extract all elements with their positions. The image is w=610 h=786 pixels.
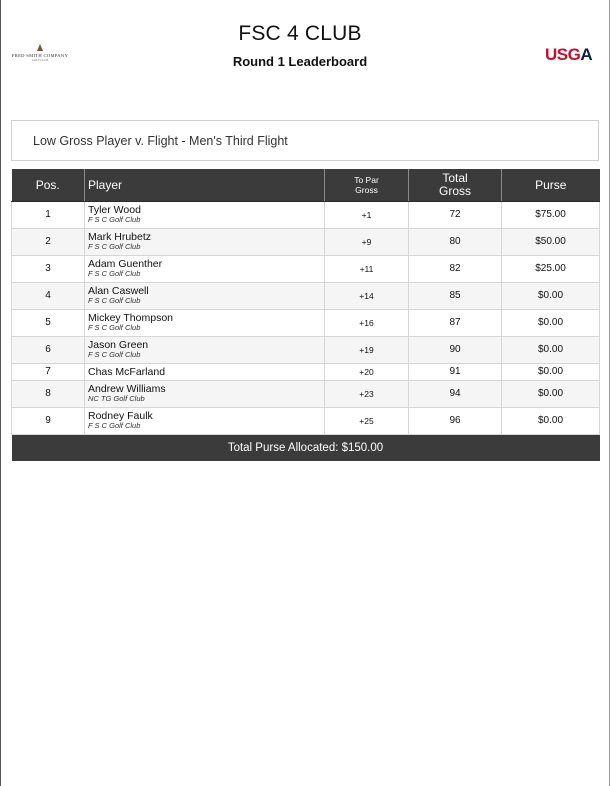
purse-cell: $25.00 [502,255,600,282]
to-par-line1: To Par [354,174,379,185]
total-line1: Total [442,170,468,185]
player-name: Mickey Thompson [88,311,174,324]
page-header [0,0,610,100]
flight-title: Low Gross Player v. Flight - Men's Third Flight [33,134,288,148]
column-header-pos: Pos. [12,169,85,201]
total-gross-cell: 82 [409,255,502,282]
flight-title-box [11,120,599,161]
total-purse: Total Purse Allocated: $150.00 [12,434,600,461]
total-gross-cell: 80 [409,228,502,255]
position-cell: 7 [12,363,85,380]
player-cell [85,282,325,309]
total-line2: Gross [438,183,471,198]
to-par-cell: +20 [325,363,409,380]
total-gross-cell: 94 [409,380,502,407]
player-cell [85,380,325,407]
round-subtitle: Round 1 Leaderboard [232,54,368,69]
purse-cell: $0.00 [502,380,600,407]
column-header-player: Player [85,169,325,201]
table-row [12,309,600,336]
player-name: Rodney Faulk [88,409,153,422]
club-logo-subtext: GOLF CLUB [31,58,49,62]
player-name: Alan Caswell [88,284,149,297]
purse-cell: $0.00 [502,407,600,434]
table-row [12,363,600,380]
player-club: F S C Golf Club [88,322,141,332]
table-footer-row [12,434,600,461]
column-header-total [409,169,502,201]
purse-cell: $50.00 [502,228,600,255]
player-club: F S C Golf Club [88,349,141,359]
player-club: F S C Golf Club [88,268,141,278]
player-cell [85,407,325,434]
total-gross-cell: 96 [409,407,502,434]
player-club: NC TG Golf Club [88,393,145,403]
player-cell [85,309,325,336]
player-cell [85,363,325,380]
player-name: Andrew Williams [88,382,166,395]
column-header-to-par [325,169,409,201]
player-cell [85,255,325,282]
player-club: F S C Golf Club [88,295,141,305]
total-gross-cell: 72 [409,201,502,228]
player-club: F S C Golf Club [88,214,141,224]
purse-cell: $75.00 [502,201,600,228]
purse-cell: $0.00 [502,309,600,336]
player-cell [85,201,325,228]
column-header-purse: Purse [502,169,600,201]
table-row [12,228,600,255]
table-row [12,336,600,363]
table-row [12,255,600,282]
to-par-cell: +1 [325,201,409,228]
table-row [12,201,600,228]
player-name: Jason Green [88,338,149,351]
purse-cell: $0.00 [502,336,600,363]
usga-logo: USGA [545,45,593,64]
player-club: F S C Golf Club [88,241,141,251]
position-cell: 8 [12,380,85,407]
player-name: Tyler Wood [88,203,141,216]
player-name: Chas McFarland [88,365,166,378]
table-row [12,282,600,309]
to-par-cell: +14 [325,282,409,309]
purse-cell: $0.00 [502,363,600,380]
player-name: Mark Hrubetz [88,230,152,243]
to-par-line2: Gross [355,184,378,195]
total-gross-cell: 87 [409,309,502,336]
purse-cell: $0.00 [502,282,600,309]
page-title: FSC 4 CLUB [238,22,362,45]
to-par-cell: +19 [325,336,409,363]
to-par-cell: +16 [325,309,409,336]
to-par-cell: +11 [325,255,409,282]
total-gross-cell: 90 [409,336,502,363]
position-cell: 6 [12,336,85,363]
table-header-row [12,169,600,201]
position-cell: 2 [12,228,85,255]
club-logo-text: FRED SMITH COMPANY [11,53,69,58]
total-gross-cell: 91 [409,363,502,380]
position-cell: 1 [12,201,85,228]
to-par-cell: +25 [325,407,409,434]
position-cell: 3 [12,255,85,282]
player-cell [85,228,325,255]
to-par-cell: +23 [325,380,409,407]
position-cell: 5 [12,309,85,336]
total-gross-cell: 85 [409,282,502,309]
player-club: F S C Golf Club [88,420,141,430]
leaderboard-table [11,169,600,461]
player-cell [85,336,325,363]
table-row [12,407,600,434]
position-cell: 4 [12,282,85,309]
table-row [12,380,600,407]
position-cell: 9 [12,407,85,434]
player-name: Adam Guenther [88,257,163,270]
to-par-cell: +9 [325,228,409,255]
